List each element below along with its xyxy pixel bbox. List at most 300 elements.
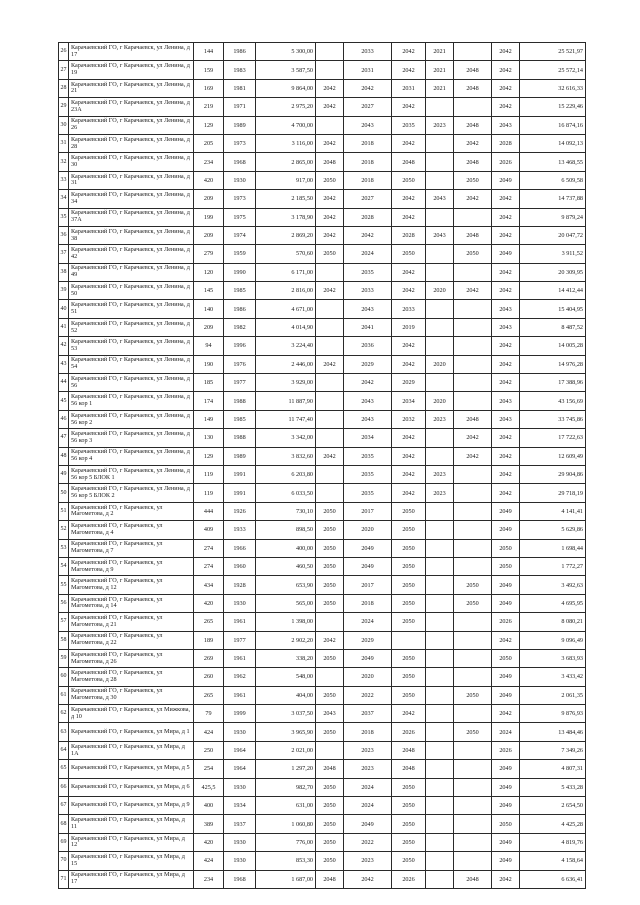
deadline-d-cell [426, 557, 454, 575]
deadline-f-cell: 2042 [492, 98, 520, 116]
apartments-cell: 129 [194, 447, 224, 465]
area-cell: 3 116,00 [256, 134, 316, 152]
year-cell: 1983 [224, 61, 256, 79]
deadline-b-cell: 2035 [344, 465, 392, 483]
table-row [59, 282, 586, 300]
deadline-e-cell [454, 465, 492, 483]
area-cell: 3 178,90 [256, 208, 316, 226]
area-cell: 11 887,90 [256, 392, 316, 410]
apartments-cell: 250 [194, 741, 224, 759]
address-cell: Карачаевский ГО, г Карачаевск, ул Магометова, д 2 [69, 502, 194, 520]
table-row [59, 815, 586, 833]
apartments-cell: 144 [194, 43, 224, 61]
cost-cell: 32 616,33 [520, 79, 586, 97]
table-row [59, 870, 586, 888]
table-row [59, 226, 586, 244]
address-cell: Карачаевский ГО, г Карачаевск, ул Магометова, д 9 [69, 557, 194, 575]
deadline-b-cell: 2042 [344, 374, 392, 392]
deadline-e-cell: 2042 [454, 134, 492, 152]
apartments-cell: 190 [194, 355, 224, 373]
year-cell: 1962 [224, 668, 256, 686]
area-cell: 570,60 [256, 245, 316, 263]
deadline-f-cell: 2043 [492, 116, 520, 134]
deadline-d-cell: 2021 [426, 43, 454, 61]
deadline-a-cell: 2043 [316, 705, 344, 723]
row-number: 39 [59, 282, 69, 300]
deadline-d-cell [426, 797, 454, 815]
address-cell: Карачаевский ГО, г Карачаевск, ул Магометова, д 12 [69, 576, 194, 594]
deadline-c-cell: 2042 [392, 429, 426, 447]
deadline-b-cell: 2049 [344, 815, 392, 833]
deadline-c-cell: 2035 [392, 116, 426, 134]
table-row [59, 557, 586, 575]
address-cell: Карачаевский ГО, г Карачаевск, ул Ленина, д 56 кор 2 [69, 410, 194, 428]
deadline-f-cell: 2042 [492, 355, 520, 373]
cost-cell: 13 484,46 [520, 723, 586, 741]
area-cell: 5 300,00 [256, 43, 316, 61]
deadline-a-cell: 2042 [316, 79, 344, 97]
year-cell: 1937 [224, 815, 256, 833]
table-row [59, 263, 586, 281]
table-row [59, 208, 586, 226]
cost-cell: 14 737,88 [520, 190, 586, 208]
deadline-c-cell: 2033 [392, 300, 426, 318]
apartments-cell: 209 [194, 318, 224, 336]
area-cell: 3 342,00 [256, 429, 316, 447]
deadline-a-cell: 2050 [316, 539, 344, 557]
row-number: 62 [59, 705, 69, 723]
year-cell: 1991 [224, 484, 256, 502]
deadline-b-cell: 2041 [344, 318, 392, 336]
deadline-e-cell: 2050 [454, 245, 492, 263]
deadline-a-cell [316, 43, 344, 61]
deadline-e-cell [454, 300, 492, 318]
deadline-d-cell [426, 631, 454, 649]
deadline-d-cell [426, 741, 454, 759]
deadline-d-cell [426, 300, 454, 318]
deadline-b-cell: 2042 [344, 79, 392, 97]
deadline-d-cell [426, 760, 454, 778]
deadline-a-cell: 2050 [316, 245, 344, 263]
apartments-cell: 169 [194, 79, 224, 97]
deadline-f-cell: 2026 [492, 613, 520, 631]
year-cell: 1986 [224, 300, 256, 318]
table-row [59, 484, 586, 502]
row-number: 66 [59, 778, 69, 796]
year-cell: 1973 [224, 190, 256, 208]
deadline-a-cell: 2050 [316, 521, 344, 539]
deadline-d-cell [426, 171, 454, 189]
deadline-b-cell: 2023 [344, 741, 392, 759]
deadline-e-cell [454, 337, 492, 355]
year-cell: 1930 [224, 852, 256, 870]
deadline-f-cell: 2043 [492, 392, 520, 410]
deadline-d-cell [426, 833, 454, 851]
table-row [59, 98, 586, 116]
apartments-cell: 265 [194, 686, 224, 704]
table-row [59, 190, 586, 208]
year-cell: 1976 [224, 355, 256, 373]
area-cell: 2 816,00 [256, 282, 316, 300]
deadline-a-cell: 2050 [316, 778, 344, 796]
area-cell: 400,00 [256, 539, 316, 557]
table-row [59, 153, 586, 171]
deadline-b-cell: 2018 [344, 153, 392, 171]
cost-cell: 17 388,96 [520, 374, 586, 392]
deadline-f-cell: 2050 [492, 539, 520, 557]
deadline-d-cell [426, 613, 454, 631]
cost-cell: 14 005,28 [520, 337, 586, 355]
deadline-c-cell: 2050 [392, 778, 426, 796]
deadline-e-cell [454, 355, 492, 373]
deadline-a-cell: 2042 [316, 226, 344, 244]
deadline-e-cell [454, 392, 492, 410]
apartments-cell: 130 [194, 429, 224, 447]
apartments-cell: 409 [194, 521, 224, 539]
cost-cell: 2 654,50 [520, 797, 586, 815]
deadline-a-cell [316, 484, 344, 502]
address-cell: Карачаевский ГО, г Карачаевск, ул Ленина, д 56 кор 3 [69, 429, 194, 447]
deadline-c-cell [392, 631, 426, 649]
deadline-a-cell: 2050 [316, 723, 344, 741]
deadline-d-cell [426, 245, 454, 263]
deadline-e-cell [454, 833, 492, 851]
year-cell: 1968 [224, 870, 256, 888]
year-cell: 1930 [224, 594, 256, 612]
deadline-f-cell: 2042 [492, 79, 520, 97]
table-row [59, 686, 586, 704]
deadline-b-cell: 2042 [344, 870, 392, 888]
address-cell: Карачаевский ГО, г Карачаевск, ул Ленина, д 56 кор 5 БЛОК 2 [69, 484, 194, 502]
deadline-b-cell: 2043 [344, 116, 392, 134]
address-cell: Карачаевский ГО, г Карачаевск, ул Ленина, д 56 кор 1 [69, 392, 194, 410]
deadline-f-cell: 2049 [492, 576, 520, 594]
deadline-a-cell [316, 613, 344, 631]
deadline-b-cell: 2035 [344, 484, 392, 502]
deadline-b-cell: 2024 [344, 778, 392, 796]
area-cell: 1 398,00 [256, 613, 316, 631]
address-cell: Карачаевский ГО, г Карачаевск, ул Мира, д 11 [69, 815, 194, 833]
row-number: 37 [59, 245, 69, 263]
row-number: 47 [59, 429, 69, 447]
deadline-a-cell: 2050 [316, 649, 344, 667]
area-cell: 2 902,20 [256, 631, 316, 649]
year-cell: 1961 [224, 649, 256, 667]
deadline-f-cell: 2026 [492, 741, 520, 759]
address-cell: Карачаевский ГО, г Карачаевск, ул Ленина, д 28 [69, 134, 194, 152]
deadline-d-cell [426, 429, 454, 447]
deadline-a-cell: 2050 [316, 502, 344, 520]
row-number: 68 [59, 815, 69, 833]
address-cell: Карачаевский ГО, г Карачаевск, ул Магометова, д 14 [69, 594, 194, 612]
apartments-cell: 274 [194, 557, 224, 575]
deadline-b-cell: 2029 [344, 355, 392, 373]
year-cell: 1977 [224, 631, 256, 649]
cost-cell: 6 636,41 [520, 870, 586, 888]
year-cell: 1986 [224, 43, 256, 61]
apartments-cell: 174 [194, 392, 224, 410]
deadline-f-cell: 2049 [492, 668, 520, 686]
deadline-e-cell: 2048 [454, 870, 492, 888]
deadline-a-cell: 2048 [316, 760, 344, 778]
cost-cell: 13 468,55 [520, 153, 586, 171]
deadline-d-cell [426, 686, 454, 704]
deadline-a-cell [316, 465, 344, 483]
area-cell: 460,50 [256, 557, 316, 575]
cost-cell: 9 876,93 [520, 705, 586, 723]
row-number: 45 [59, 392, 69, 410]
deadline-a-cell: 2042 [316, 631, 344, 649]
deadline-e-cell [454, 43, 492, 61]
deadline-f-cell: 2026 [492, 153, 520, 171]
deadline-f-cell: 2049 [492, 594, 520, 612]
apartments-cell: 129 [194, 116, 224, 134]
deadline-a-cell: 2048 [316, 870, 344, 888]
deadline-c-cell: 2050 [392, 245, 426, 263]
table-row [59, 576, 586, 594]
deadline-c-cell: 2050 [392, 686, 426, 704]
deadline-b-cell: 2042 [344, 226, 392, 244]
area-cell: 3 832,60 [256, 447, 316, 465]
deadline-d-cell: 2023 [426, 410, 454, 428]
deadline-f-cell: 2043 [492, 300, 520, 318]
deadline-f-cell: 2049 [492, 502, 520, 520]
year-cell: 1964 [224, 741, 256, 759]
row-number: 54 [59, 557, 69, 575]
apartments-cell: 199 [194, 208, 224, 226]
address-cell: Карачаевский ГО, г Карачаевск, ул Магометова, д 26 [69, 649, 194, 667]
housing-table [58, 42, 586, 889]
area-cell: 6 171,00 [256, 263, 316, 281]
row-number: 43 [59, 355, 69, 373]
address-cell: Карачаевский ГО, г Карачаевск, ул Ленина, д 49 [69, 263, 194, 281]
apartments-cell: 145 [194, 282, 224, 300]
deadline-a-cell [316, 741, 344, 759]
address-cell: Карачаевский ГО, г Карачаевск, ул Ленина, д 31 [69, 171, 194, 189]
year-cell: 1991 [224, 465, 256, 483]
row-number: 63 [59, 723, 69, 741]
deadline-b-cell: 2022 [344, 686, 392, 704]
deadline-a-cell [316, 300, 344, 318]
deadline-c-cell: 2050 [392, 815, 426, 833]
deadline-f-cell: 2043 [492, 410, 520, 428]
deadline-c-cell: 2042 [392, 705, 426, 723]
cost-cell: 4 158,64 [520, 852, 586, 870]
deadline-b-cell: 2043 [344, 392, 392, 410]
cost-cell: 6 509,58 [520, 171, 586, 189]
deadline-b-cell: 2018 [344, 723, 392, 741]
address-cell: Карачаевский ГО, г Карачаевск, ул Мижкова, д 10 [69, 705, 194, 723]
apartments-cell: 424 [194, 852, 224, 870]
apartments-cell: 434 [194, 576, 224, 594]
table-row [59, 79, 586, 97]
address-cell: Карачаевский ГО, г Карачаевск, ул Ленина, д 56 [69, 374, 194, 392]
row-number: 64 [59, 741, 69, 759]
deadline-a-cell: 2048 [316, 153, 344, 171]
apartments-cell: 444 [194, 502, 224, 520]
deadline-e-cell [454, 649, 492, 667]
address-cell: Карачаевский ГО, г Карачаевск, ул Магометова, д 21 [69, 613, 194, 631]
table-row [59, 631, 586, 649]
deadline-c-cell: 2050 [392, 649, 426, 667]
table-row [59, 374, 586, 392]
apartments-cell: 209 [194, 190, 224, 208]
cost-cell: 14 976,28 [520, 355, 586, 373]
row-number: 30 [59, 116, 69, 134]
deadline-c-cell: 2050 [392, 668, 426, 686]
deadline-a-cell [316, 337, 344, 355]
deadline-d-cell [426, 649, 454, 667]
cost-cell: 5 629,86 [520, 521, 586, 539]
apartments-cell: 119 [194, 484, 224, 502]
row-number: 27 [59, 61, 69, 79]
area-cell: 338,20 [256, 649, 316, 667]
deadline-b-cell: 2035 [344, 447, 392, 465]
deadline-d-cell: 2023 [426, 484, 454, 502]
deadline-b-cell: 2035 [344, 263, 392, 281]
table-row [59, 539, 586, 557]
deadline-c-cell: 2050 [392, 833, 426, 851]
area-cell: 776,00 [256, 833, 316, 851]
area-cell: 6 203,80 [256, 465, 316, 483]
cost-cell: 33 745,86 [520, 410, 586, 428]
cost-cell: 15 229,46 [520, 98, 586, 116]
deadline-b-cell: 2023 [344, 852, 392, 870]
year-cell: 1975 [224, 208, 256, 226]
deadline-b-cell: 2031 [344, 61, 392, 79]
deadline-a-cell: 2042 [316, 98, 344, 116]
deadline-f-cell: 2042 [492, 208, 520, 226]
deadline-b-cell: 2049 [344, 557, 392, 575]
year-cell: 1930 [224, 723, 256, 741]
apartments-cell: 279 [194, 245, 224, 263]
cost-cell: 8 487,52 [520, 318, 586, 336]
deadline-a-cell: 2042 [316, 282, 344, 300]
cost-cell: 1 772,27 [520, 557, 586, 575]
year-cell: 1926 [224, 502, 256, 520]
year-cell: 1930 [224, 171, 256, 189]
deadline-d-cell: 2020 [426, 355, 454, 373]
address-cell: Карачаевский ГО, г Карачаевск, ул Ленина, д 26 [69, 116, 194, 134]
address-cell: Карачаевский ГО, г Карачаевск, ул Магометова, д 30 [69, 686, 194, 704]
deadline-c-cell: 2042 [392, 208, 426, 226]
cost-cell: 9 879,24 [520, 208, 586, 226]
address-cell: Карачаевский ГО, г Карачаевск, ул Ленина, д 17 [69, 43, 194, 61]
year-cell: 1930 [224, 778, 256, 796]
address-cell: Карачаевский ГО, г Карачаевск, ул Ленина, д 53 [69, 337, 194, 355]
row-number: 38 [59, 263, 69, 281]
deadline-f-cell: 2042 [492, 429, 520, 447]
table-row [59, 778, 586, 796]
deadline-e-cell [454, 208, 492, 226]
row-number: 29 [59, 98, 69, 116]
deadline-c-cell: 2028 [392, 226, 426, 244]
deadline-e-cell [454, 374, 492, 392]
table-row [59, 852, 586, 870]
deadline-e-cell [454, 613, 492, 631]
cost-cell: 15 404,95 [520, 300, 586, 318]
deadline-f-cell: 2042 [492, 337, 520, 355]
row-number: 57 [59, 613, 69, 631]
deadline-e-cell [454, 502, 492, 520]
deadline-f-cell: 2050 [492, 557, 520, 575]
apartments-cell: 274 [194, 539, 224, 557]
table-row [59, 355, 586, 373]
deadline-c-cell: 2050 [392, 171, 426, 189]
deadline-c-cell: 2048 [392, 760, 426, 778]
deadline-e-cell [454, 263, 492, 281]
row-number: 33 [59, 171, 69, 189]
deadline-c-cell: 2048 [392, 741, 426, 759]
address-cell: Карачаевский ГО, г Карачаевск, ул Мира, д 12 [69, 833, 194, 851]
address-cell: Карачаевский ГО, г Карачаевск, ул Ленина, д 23А [69, 98, 194, 116]
row-number: 59 [59, 649, 69, 667]
deadline-b-cell: 2017 [344, 576, 392, 594]
area-cell: 2 185,50 [256, 190, 316, 208]
address-cell: Карачаевский ГО, г Карачаевск, ул Ленина, д 37А [69, 208, 194, 226]
table-row [59, 521, 586, 539]
deadline-a-cell: 2050 [316, 594, 344, 612]
table-row [59, 61, 586, 79]
row-number: 41 [59, 318, 69, 336]
deadline-e-cell: 2048 [454, 153, 492, 171]
deadline-a-cell: 2050 [316, 557, 344, 575]
deadline-c-cell: 2042 [392, 282, 426, 300]
cost-cell: 3 492,63 [520, 576, 586, 594]
row-number: 26 [59, 43, 69, 61]
deadline-b-cell: 2049 [344, 649, 392, 667]
cost-cell: 3 433,42 [520, 668, 586, 686]
apartments-cell: 205 [194, 134, 224, 152]
deadline-e-cell [454, 760, 492, 778]
deadline-d-cell [426, 502, 454, 520]
deadline-d-cell [426, 723, 454, 741]
table-row [59, 300, 586, 318]
deadline-b-cell: 2024 [344, 613, 392, 631]
row-number: 61 [59, 686, 69, 704]
address-cell: Карачаевский ГО, г Карачаевск, ул Ленина, д 50 [69, 282, 194, 300]
table-row [59, 318, 586, 336]
deadline-e-cell: 2048 [454, 226, 492, 244]
deadline-f-cell: 2049 [492, 852, 520, 870]
deadline-e-cell [454, 539, 492, 557]
deadline-f-cell: 2042 [492, 631, 520, 649]
deadline-b-cell: 2043 [344, 300, 392, 318]
address-cell: Карачаевский ГО, г Карачаевск, ул Мира, д 15 [69, 852, 194, 870]
row-number: 65 [59, 760, 69, 778]
apartments-cell: 94 [194, 337, 224, 355]
deadline-f-cell: 2042 [492, 226, 520, 244]
apartments-cell: 120 [194, 263, 224, 281]
deadline-b-cell: 2024 [344, 797, 392, 815]
table-row [59, 613, 586, 631]
deadline-d-cell [426, 576, 454, 594]
deadline-f-cell: 2042 [492, 263, 520, 281]
table-row [59, 760, 586, 778]
cost-cell: 12 609,49 [520, 447, 586, 465]
deadline-a-cell: 2042 [316, 134, 344, 152]
address-cell: Карачаевский ГО, г Карачаевск, ул Мира, д 5 [69, 760, 194, 778]
year-cell: 1988 [224, 392, 256, 410]
address-cell: Карачаевский ГО, г Карачаевск, ул Ленина, д 54 [69, 355, 194, 373]
deadline-c-cell: 2042 [392, 465, 426, 483]
row-number: 42 [59, 337, 69, 355]
deadline-b-cell: 2017 [344, 502, 392, 520]
year-cell: 1999 [224, 705, 256, 723]
area-cell: 4 700,00 [256, 116, 316, 134]
address-cell: Карачаевский ГО, г Карачаевск, ул Ленина, д 34 [69, 190, 194, 208]
row-number: 50 [59, 484, 69, 502]
